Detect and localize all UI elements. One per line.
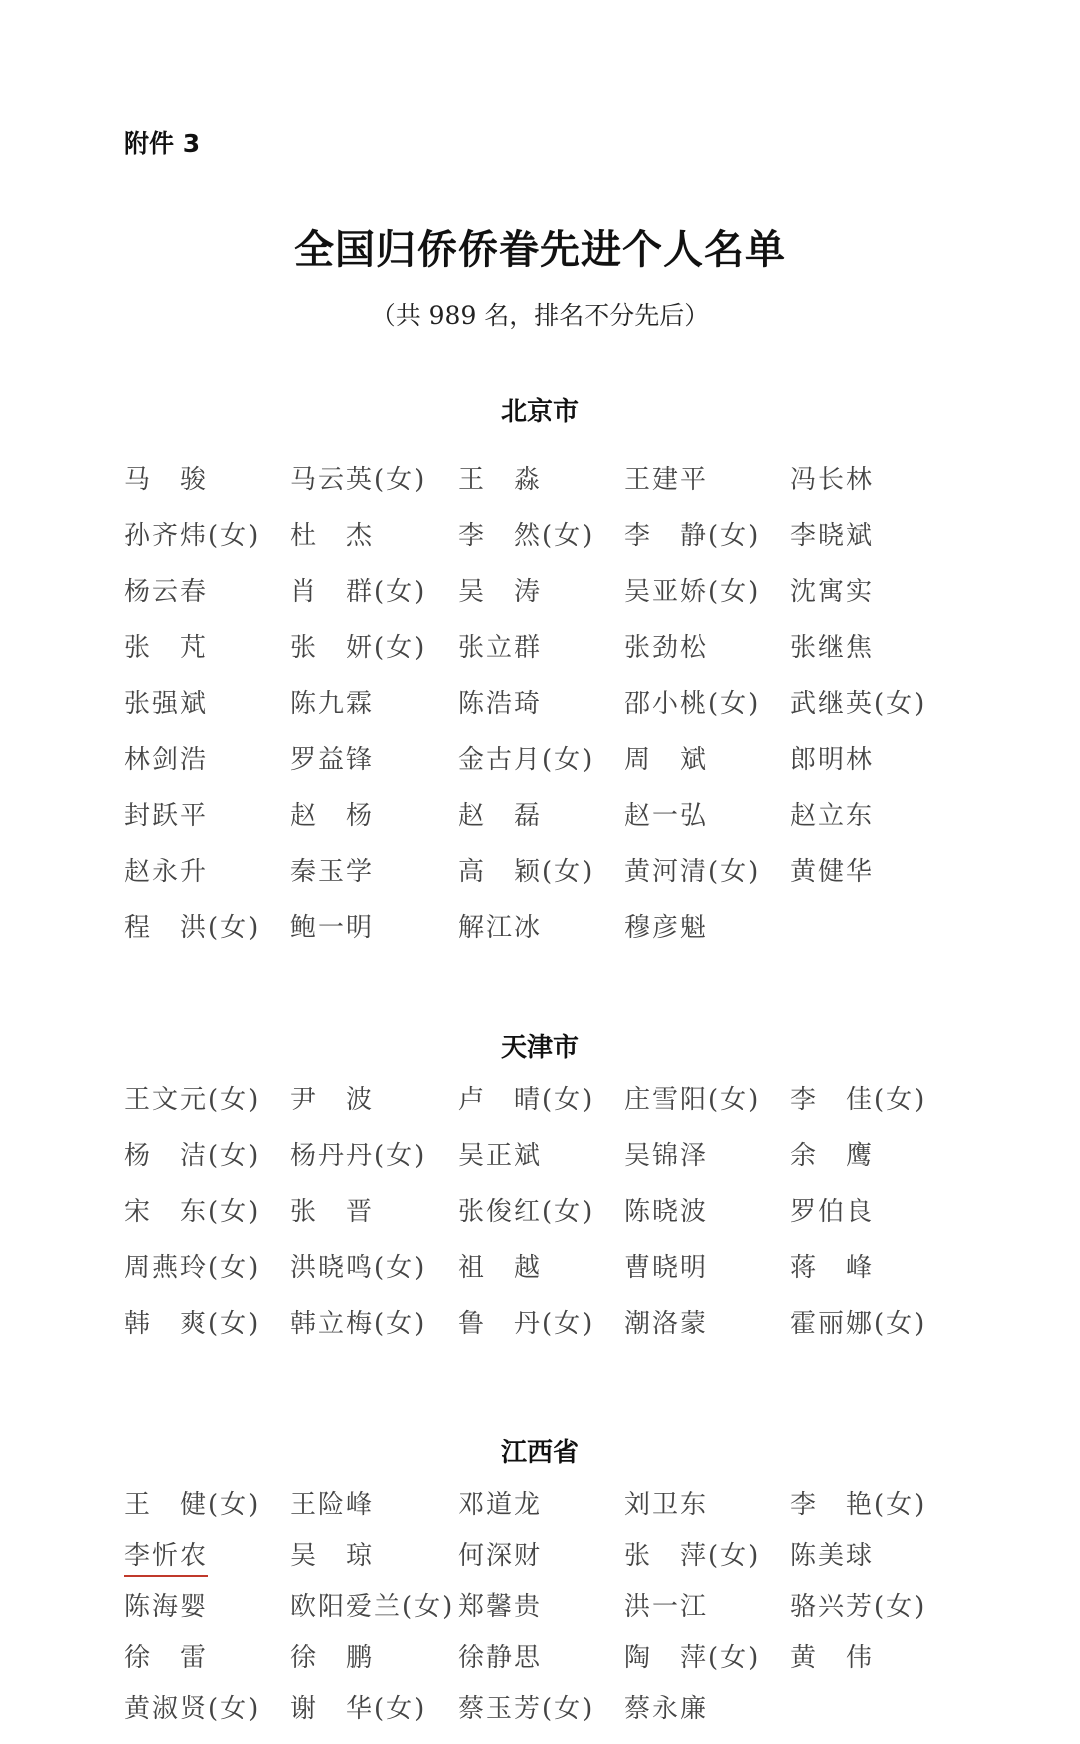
person-name: 李 佳(女) bbox=[790, 1085, 927, 1115]
person-name: 王险峰 bbox=[290, 1490, 375, 1520]
person-name: 祖 越 bbox=[458, 1253, 543, 1283]
person-name: 罗伯良 bbox=[790, 1197, 875, 1227]
person-name: 欧阳爱兰(女) bbox=[290, 1592, 455, 1622]
person-name: 赵一弘 bbox=[624, 801, 709, 831]
name-row bbox=[124, 574, 1004, 630]
person-name: 周 斌 bbox=[624, 745, 709, 775]
person-name: 李 静(女) bbox=[624, 521, 761, 551]
person-name: 张 晋 bbox=[290, 1197, 375, 1227]
person-name: 李 然(女) bbox=[458, 521, 595, 551]
name-row bbox=[124, 910, 1004, 966]
person-name: 张劲松 bbox=[624, 633, 709, 663]
person-name: 蔡玉芳(女) bbox=[458, 1694, 595, 1724]
person-name: 蔡永廉 bbox=[624, 1694, 709, 1724]
name-row bbox=[124, 1538, 1004, 1589]
name-row bbox=[124, 798, 1004, 854]
person-name: 李晓斌 bbox=[790, 521, 875, 551]
person-name: 武继英(女) bbox=[790, 689, 927, 719]
name-row bbox=[124, 1194, 1004, 1250]
person-name: 郎明林 bbox=[790, 745, 875, 775]
person-name: 吴正斌 bbox=[458, 1141, 543, 1171]
province-title: 天津市 bbox=[500, 1033, 579, 1063]
person-name: 李 艳(女) bbox=[790, 1490, 927, 1520]
person-name: 陈海婴 bbox=[124, 1592, 209, 1622]
person-name: 骆兴芳(女) bbox=[790, 1592, 927, 1622]
person-name: 徐静思 bbox=[458, 1643, 543, 1673]
person-name: 徐 鹏 bbox=[290, 1643, 375, 1673]
person-name: 张 萍(女) bbox=[624, 1541, 761, 1571]
person-name: 吴 涛 bbox=[458, 577, 543, 607]
document-subtitle: （共 989 名，排名不分先后） bbox=[370, 301, 710, 330]
name-row bbox=[124, 1306, 1004, 1362]
name-row bbox=[124, 1138, 1004, 1194]
person-name: 黄河清(女) bbox=[624, 857, 761, 887]
person-name: 林剑浩 bbox=[124, 745, 209, 775]
person-name: 张立群 bbox=[458, 633, 543, 663]
name-grid bbox=[124, 1082, 1080, 1362]
person-name: 黄 伟 bbox=[790, 1643, 875, 1673]
person-name: 杜 杰 bbox=[290, 521, 375, 551]
person-name: 谢 华(女) bbox=[290, 1694, 427, 1724]
attachment-label: 附件 3 bbox=[124, 129, 201, 158]
person-name: 黄淑贤(女) bbox=[124, 1694, 261, 1724]
person-name: 王 淼 bbox=[458, 465, 543, 495]
document-title: 全国归侨侨眷先进个人名单 bbox=[294, 227, 786, 273]
person-name: 沈寓实 bbox=[790, 577, 875, 607]
name-row bbox=[124, 742, 1004, 798]
person-name: 张 芃 bbox=[124, 633, 209, 663]
person-name: 杨云春 bbox=[124, 577, 209, 607]
person-name: 余 鹰 bbox=[790, 1141, 875, 1171]
person-name: 尹 波 bbox=[290, 1085, 375, 1115]
person-name: 解江冰 bbox=[458, 913, 543, 943]
person-name: 吴锦泽 bbox=[624, 1141, 709, 1171]
person-name: 吴 琼 bbox=[290, 1541, 375, 1571]
name-grid bbox=[124, 1487, 1080, 1742]
person-name: 杨 洁(女) bbox=[124, 1141, 261, 1171]
person-name: 王 健(女) bbox=[124, 1490, 261, 1520]
name-row bbox=[124, 1691, 1004, 1742]
name-grid bbox=[124, 462, 1080, 966]
person-name: 穆彦魁 bbox=[624, 913, 709, 943]
person-name: 秦玉学 bbox=[290, 857, 375, 887]
province-title: 北京市 bbox=[500, 397, 579, 427]
person-name: 蒋 峰 bbox=[790, 1253, 875, 1283]
person-name: 邓道龙 bbox=[458, 1490, 543, 1520]
person-name: 吴亚娇(女) bbox=[624, 577, 761, 607]
person-name: 赵 磊 bbox=[458, 801, 543, 831]
person-name: 潮洛蒙 bbox=[624, 1309, 709, 1339]
person-name: 郑馨贵 bbox=[458, 1592, 543, 1622]
person-name: 程 洪(女) bbox=[124, 913, 261, 943]
province-section bbox=[0, 1028, 1080, 1362]
person-name: 张继焦 bbox=[790, 633, 875, 663]
person-name: 金古月(女) bbox=[458, 745, 595, 775]
person-name: 刘卫东 bbox=[624, 1490, 709, 1520]
person-name: 洪一江 bbox=[624, 1592, 709, 1622]
province-title: 江西省 bbox=[500, 1438, 579, 1468]
person-name: 陈浩琦 bbox=[458, 689, 543, 719]
person-name: 张俊红(女) bbox=[458, 1197, 595, 1227]
person-name: 张 妍(女) bbox=[290, 633, 427, 663]
person-name: 马云英(女) bbox=[290, 465, 427, 495]
name-row bbox=[124, 518, 1004, 574]
person-name: 孙齐炜(女) bbox=[124, 521, 261, 551]
person-name: 赵立东 bbox=[790, 801, 875, 831]
person-name: 陈美球 bbox=[790, 1541, 875, 1571]
person-name: 王文元(女) bbox=[124, 1085, 261, 1115]
province-section bbox=[0, 392, 1080, 966]
person-name: 王建平 bbox=[624, 465, 709, 495]
person-name: 鲍一明 bbox=[290, 913, 375, 943]
person-name: 何深财 bbox=[458, 1541, 543, 1571]
person-name: 封跃平 bbox=[124, 801, 209, 831]
person-name: 杨丹丹(女) bbox=[290, 1141, 427, 1171]
person-name: 曹晓明 bbox=[624, 1253, 709, 1283]
name-row bbox=[124, 462, 1004, 518]
name-row bbox=[124, 854, 1004, 910]
person-name: 韩 爽(女) bbox=[124, 1309, 261, 1339]
person-name: 高 颖(女) bbox=[458, 857, 595, 887]
person-name: 霍丽娜(女) bbox=[790, 1309, 927, 1339]
person-name: 陈晓波 bbox=[624, 1197, 709, 1227]
person-name: 罗益锋 bbox=[290, 745, 375, 775]
person-name: 鲁 丹(女) bbox=[458, 1309, 595, 1339]
name-row bbox=[124, 1082, 1004, 1138]
person-name: 宋 东(女) bbox=[124, 1197, 261, 1227]
person-name: 赵 杨 bbox=[290, 801, 375, 831]
person-name: 陶 萍(女) bbox=[624, 1643, 761, 1673]
name-row bbox=[124, 1640, 1004, 1691]
province-section bbox=[0, 1433, 1080, 1742]
name-row bbox=[124, 686, 1004, 742]
person-name: 赵永升 bbox=[124, 857, 209, 887]
name-row bbox=[124, 630, 1004, 686]
highlighted-person-name: 李忻农 bbox=[124, 1538, 208, 1577]
person-name: 邵小桃(女) bbox=[624, 689, 761, 719]
person-name: 洪晓鸣(女) bbox=[290, 1253, 427, 1283]
person-name: 周燕玲(女) bbox=[124, 1253, 261, 1283]
person-name: 卢 晴(女) bbox=[458, 1085, 595, 1115]
name-row bbox=[124, 1250, 1004, 1306]
person-name: 庄雪阳(女) bbox=[624, 1085, 761, 1115]
person-name: 韩立梅(女) bbox=[290, 1309, 427, 1339]
person-name: 肖 群(女) bbox=[290, 577, 427, 607]
person-name: 陈九霖 bbox=[290, 689, 375, 719]
person-name: 黄健华 bbox=[790, 857, 875, 887]
person-name: 冯长林 bbox=[790, 465, 875, 495]
name-row bbox=[124, 1487, 1004, 1538]
person-name: 张强斌 bbox=[124, 689, 209, 719]
person-name: 徐 雷 bbox=[124, 1643, 209, 1673]
person-name: 马 骏 bbox=[124, 465, 209, 495]
name-row bbox=[124, 1589, 1004, 1640]
